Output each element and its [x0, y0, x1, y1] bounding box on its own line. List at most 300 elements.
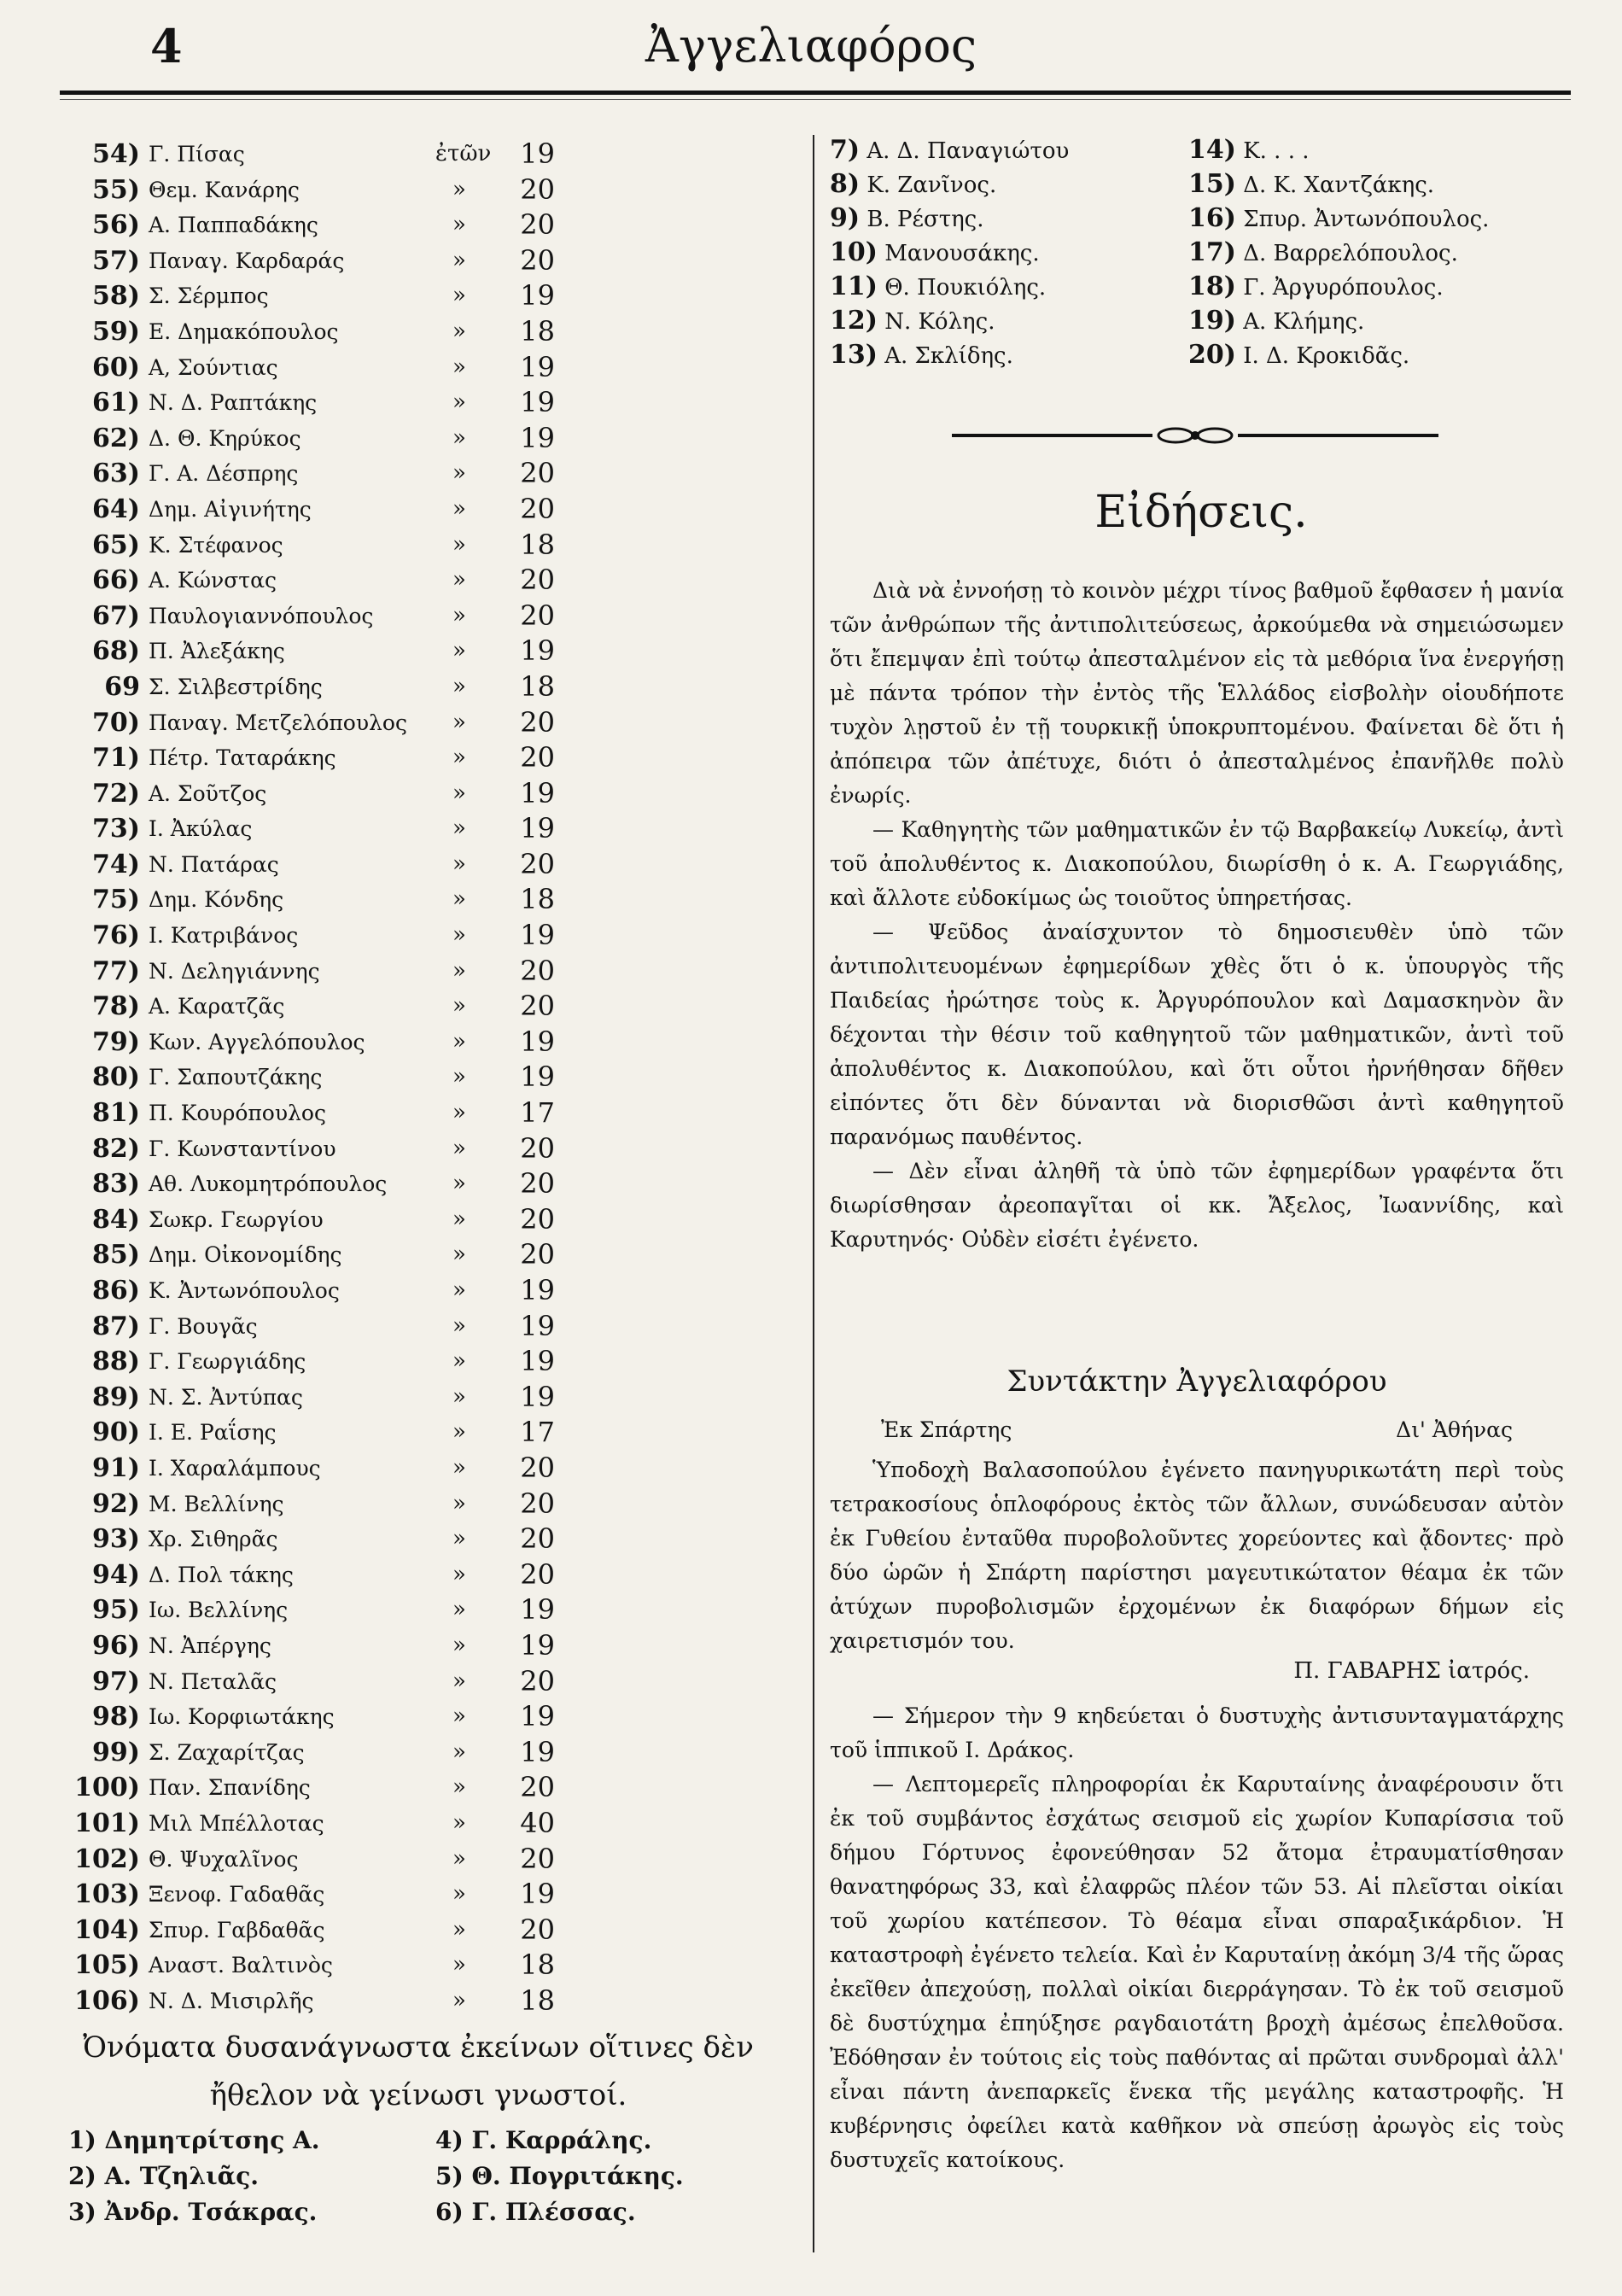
- ditto-mark: »: [452, 1561, 466, 1587]
- roster-age: 19: [520, 1309, 555, 1342]
- ditto-mark: »: [452, 1916, 466, 1943]
- roster-row: [60, 811, 555, 847]
- roster-row: [60, 1948, 555, 1983]
- roster-row: [60, 1592, 555, 1628]
- roster-row: [60, 1735, 555, 1771]
- ditto-mark: »: [452, 212, 466, 238]
- roster-name: Πέτρ. Ταταράκης: [149, 745, 336, 771]
- ditto-mark: »: [452, 1597, 466, 1623]
- letter-signature: Π. ΓΑΒΑΡΗΣ ἰατρός.: [1293, 1658, 1530, 1684]
- roster-name: Σωκρ. Γεωργίου: [149, 1206, 324, 1232]
- roster-age: 19: [520, 1274, 555, 1306]
- roster-number: 54): [92, 139, 140, 169]
- roster-age: 18: [520, 528, 555, 561]
- roster-name: Σ. Σέρμπος: [149, 283, 269, 309]
- ditto-mark: »: [452, 922, 466, 949]
- roster-row: [60, 1237, 555, 1273]
- continued-name-text: Ι. Δ. Κροκιδᾶς.: [1243, 343, 1410, 369]
- roster-name: Ι. Ε. Ραΐσης: [149, 1420, 277, 1446]
- roster-age: 19: [520, 279, 555, 313]
- ditto-mark: »: [452, 1419, 466, 1446]
- roster-number: 106): [74, 1985, 140, 2016]
- roster-number: 97): [92, 1666, 140, 1697]
- roster-row: [60, 1025, 555, 1060]
- roster-name: Ν. Πατάρας: [149, 851, 279, 877]
- continued-name-number: 16): [1188, 203, 1236, 233]
- roster-row: [60, 1131, 555, 1167]
- roster-age: 20: [520, 847, 555, 880]
- ditto-mark: »: [452, 495, 466, 522]
- roster-row: [60, 989, 555, 1025]
- continued-name-text: Δ. Βαρρελόπουλος.: [1243, 241, 1458, 266]
- ditto-mark: »: [452, 1952, 466, 1978]
- ditto-mark: »: [452, 1028, 466, 1055]
- ditto-mark: »: [452, 1312, 466, 1339]
- roster-row: [60, 1451, 555, 1487]
- ditto-mark: »: [452, 1490, 466, 1516]
- roster-name: Α, Σούντιας: [149, 354, 278, 380]
- roster-age: 20: [520, 1557, 555, 1591]
- roster-number: 86): [92, 1276, 140, 1306]
- roster-row: [60, 137, 555, 172]
- roster-number: 84): [92, 1204, 140, 1235]
- ditto-mark: »: [452, 993, 466, 1019]
- roster-number: 79): [92, 1026, 140, 1057]
- roster-age: 20: [520, 564, 555, 597]
- roster-name: Σπυρ. Γαβδαθᾶς: [149, 1917, 325, 1943]
- ditto-mark: »: [452, 1703, 466, 1730]
- ditto-mark: »: [452, 1064, 466, 1090]
- roster-name: Α. Σοῦτζος: [149, 780, 267, 806]
- roster-row: [60, 918, 555, 954]
- roster-age: 19: [520, 776, 555, 809]
- roster-row: [60, 882, 555, 918]
- ditto-mark: »: [452, 1845, 466, 1872]
- roster-number: 98): [92, 1702, 140, 1732]
- roster-number: 60): [92, 352, 140, 383]
- roster-row: [60, 278, 555, 314]
- roster-number: 82): [92, 1133, 140, 1164]
- news-paragraph: — Σήμερον τὴν 9 κηδεύεται ὁ δυστυχὴς ἀντισυνταγματάρχης τοῦ ἱππικοῦ Ι. Δράκος.: [830, 1703, 1564, 1762]
- ditto-mark: »: [452, 886, 466, 913]
- roster-number: 87): [92, 1311, 140, 1341]
- roster-name: Ι. Χαραλάμπους: [149, 1455, 321, 1481]
- roster-name: Χρ. Σιθηρᾶς: [149, 1527, 278, 1552]
- roster-number: 70): [92, 707, 140, 738]
- letter-from: Ἐκ Σπάρτης: [881, 1417, 1012, 1442]
- ditto-mark: »: [452, 318, 466, 344]
- roster-number: 55): [92, 174, 140, 205]
- continued-name-number: 10): [830, 237, 878, 267]
- roster-age: 19: [520, 1700, 555, 1733]
- roster-name: Παναγ. Μετζελόπουλος: [149, 710, 407, 735]
- roster-number: 89): [92, 1382, 140, 1412]
- illegible-name: 4) Γ. Καρράλης.: [435, 2126, 652, 2154]
- roster-number: 91): [92, 1452, 140, 1483]
- continued-name-text: Κ. Ζανῖνος.: [866, 172, 997, 198]
- ditto-mark: »: [452, 1881, 466, 1907]
- ditto-mark: »: [452, 1241, 466, 1268]
- ditto-mark: »: [452, 567, 466, 593]
- continued-name-item: [1188, 237, 1458, 267]
- section-ornament: [952, 418, 1438, 453]
- roster-name: Γ. Α. Δέσπρης: [149, 461, 299, 487]
- ditto-mark: »: [452, 850, 466, 877]
- roster-age: 18: [520, 669, 555, 703]
- roster-name: Π. Κουρόπουλος: [149, 1101, 326, 1126]
- roster-name: Σ. Σιλβεστρίδης: [149, 674, 323, 699]
- continued-name-item: [830, 340, 1013, 370]
- ditto-mark: »: [452, 1277, 466, 1303]
- ditto-mark: »: [452, 638, 466, 664]
- continued-name-text: Σπυρ. Ἀντωνόπουλος.: [1243, 207, 1490, 232]
- roster-row: [60, 421, 555, 457]
- news-paragraph: Διὰ νὰ ἐννοήσῃ τὸ κοινὸν μέχρι τίνος βαθμοῦ ἔφθασεν ἡ μανία τῶν ἀνθρώπων τῆς ἀντιπολιτεύσεως, ἀρκούμεθα νὰ σημειώσωμεν ὅτι ἔπεμψαν ἐπὶ τούτῳ ἀπεσταλμένον εἰς τὰ μεθόρια ἵνα ἐνεργήσῃ μὲ πάντα τρόπον τὴν ἐντὸς τῆς Ἑλλάδος εἰσβολὴν οἱουδήποτε τυχὸν λῃστοῦ ἐν τῇ τουρκικῇ ὑποκρυπτομένου. Φαίνεται δὲ ὅτι ἡ ἀπόπειρα τῶν ἀπέτυχε, διότι ὁ ἀπεσταλμένος ἐπανῆλθε πολὺ ἐνωρίς.: [830, 578, 1564, 808]
- roster-age: 20: [520, 1913, 555, 1946]
- roster-number: 100): [74, 1773, 140, 1803]
- ditto-mark: »: [452, 1348, 466, 1375]
- illegible-heading-line1: Ὀνόματα δυσανάγνωστα ἐκείνων οἵτινες δὲν: [83, 2030, 754, 2065]
- roster-row: [60, 350, 555, 386]
- ditto-mark: »: [452, 1774, 466, 1801]
- roster-age: 20: [520, 492, 555, 525]
- roster-age: 20: [520, 1238, 555, 1271]
- letter-to: Δι' Ἀθήνας: [1396, 1417, 1513, 1442]
- ditto-mark: »: [452, 1668, 466, 1694]
- roster-number: 62): [92, 423, 140, 453]
- roster-age: 40: [520, 1806, 555, 1839]
- roster-name: Α. Παππαδάκης: [149, 213, 318, 238]
- roster-number: 67): [92, 600, 140, 631]
- roster-name: Δ. Πολ τάκης: [149, 1562, 294, 1587]
- roster-row: [60, 1309, 555, 1345]
- roster-number: 65): [92, 529, 140, 560]
- continued-name-item: [1188, 169, 1434, 199]
- roster-row: [60, 207, 555, 243]
- news-paragraph: — Ψεῦδος ἀναίσχυντον τὸ δημοσιευθὲν ὑπὸ τῶν ἀντιπολιτευομένων ἐφημερίδων χθὲς ὅτι ὁ κ. ὑπουργὸς τῆς Παιδείας ἠρώτησε τοὺς κ. Ἀργυρόπουλον καὶ Δαμασκηνὸν ἂν δέχονται τὴν θέσιν τοῦ καθηγητοῦ τῶν μαθηματικῶν, ἀντὶ τοῦ ἀπολυθέντος κ. Διακοπούλου, καὶ ὅτι οὗτοι ἠρνήθησαν δῆθεν εἰπόντες ὅτι δὲν δύνανται νὰ διορισθῶσι ἀντὶ καθηγητοῦ παρανόμως παυθέντος.: [830, 920, 1564, 1149]
- ditto-mark: »: [452, 1526, 466, 1552]
- roster-row: [60, 599, 555, 634]
- roster-name: Αναστ. Βαλτινὸς: [149, 1953, 333, 1978]
- roster-age: 18: [520, 1948, 555, 1982]
- roster-number: 93): [92, 1524, 140, 1555]
- roster-row: [60, 1487, 555, 1522]
- roster-name: Ε. Δημακόπουλος: [149, 318, 339, 344]
- continued-name-item: [1188, 203, 1489, 233]
- roster-age: 20: [520, 1451, 555, 1484]
- continued-name-number: 9): [830, 203, 861, 233]
- continued-name-number: 14): [1188, 135, 1236, 165]
- ditto-mark: »: [452, 424, 466, 451]
- header-rule: [60, 91, 1571, 95]
- roster-number: 80): [92, 1062, 140, 1093]
- roster-row: [60, 1060, 555, 1095]
- page-number: 4: [150, 19, 183, 73]
- roster-age: 20: [520, 172, 555, 206]
- roster-age: 20: [520, 990, 555, 1023]
- ditto-mark: »: [452, 460, 466, 487]
- roster-age: 19: [520, 1628, 555, 1662]
- roster-row: [60, 172, 555, 208]
- roster-age: 20: [520, 741, 555, 774]
- roster-row: [60, 634, 555, 669]
- roster-name: Κων. Αγγελόπουλος: [149, 1029, 365, 1055]
- ditto-mark: »: [452, 1454, 466, 1481]
- roster-age: 18: [520, 883, 555, 916]
- illegible-name: 1) Δημητρίτσης Α.: [68, 2126, 320, 2154]
- roster-age: 20: [520, 1522, 555, 1556]
- continued-name-number: 17): [1188, 237, 1236, 267]
- roster-name: Δημ. Κόνδης: [149, 887, 284, 913]
- ditto-mark: »: [452, 1809, 466, 1836]
- ditto-mark: »: [452, 709, 466, 735]
- roster-number: 71): [92, 743, 140, 774]
- roster-age: 18: [520, 1983, 555, 2017]
- roster-name: Αθ. Λυκομητρόπουλος: [149, 1171, 388, 1197]
- illegible-name: 6) Γ. Πλέσσας.: [435, 2198, 636, 2226]
- illegible-heading-line2: ἤθελον νὰ γείνωσι γνωστοί.: [209, 2078, 627, 2112]
- continued-name-item: [1188, 306, 1364, 336]
- roster-number: 68): [92, 636, 140, 667]
- ditto-mark: »: [452, 1171, 466, 1197]
- roster-row: [60, 1202, 555, 1238]
- ditto-mark: »: [452, 1100, 466, 1126]
- roster-age: 20: [520, 1487, 555, 1520]
- roster-number: 105): [74, 1950, 140, 1981]
- news-paragraph: — Λεπτομερεῖς πληροφορίαι ἐκ Καρυταίνης ἀναφέρουσιν ὅτι ἐκ τοῦ συμβάντος ἐσχάτως σεισμοῦ εἰς χωρίον Κυπαρίσσια τοῦ δήμου Γόρτυνος ἐφονεύθησαν 52 ἄτομα ἐτραυματίσθησαν θανατηφόρως 33, καὶ ἐλαφρῶς πλέον τῶν 53. Αἱ πλεῖσται οἰκίαι τοῦ χωρίου κατέπεσον. Τὸ θέαμα εἶναι σπαραξικάρδιον. Ἡ καταστροφὴ ἐγένετο τελεία. Καὶ ἐν Καρυταίνῃ ἀκόμη 3/4 τῆς ὥρας ἐκεῖθεν ἀπεχούσῃ, πολλαὶ οἰκίαι διερράγησαν. Τὸ ἐκ τοῦ σεισμοῦ δὲ δυστύχημα ἐπηύξησε ραγδαιοτάτη βροχὴ ἀμέσως ἐπελθοῦσα. Ἐδόθησαν ἐν τούτοις εἰς τοὺς παθόντας αἱ πρῶται συνδρομαὶ ἀλλ' εἶναι πάντη ἀνεπαρκεῖς ἕνεκα τῆς μεγάλης καταστροφῆς. Ἡ κυβέρνησις ὀφείλει κατὰ καθῆκον νὰ σπεύσῃ ἀρωγὸς εἰς τοὺς δυστυχεῖς κατοίκους.: [830, 1772, 1564, 2172]
- roster-row: [60, 847, 555, 883]
- roster-age: 20: [520, 1202, 555, 1236]
- continued-name-item: [830, 135, 1069, 165]
- continued-name-text: Θ. Πουκιόλης.: [884, 275, 1047, 301]
- roster-age: 17: [520, 1416, 555, 1449]
- roster-name: Γ. Βουγᾶς: [149, 1313, 258, 1339]
- roster-row: [60, 1806, 555, 1842]
- letter-body: Ὑποδοχὴ Βαλασοπούλου ἐγένετο πανηγυρικωτάτη περὶ τοὺς τετρακοσίους ὁπλοφόρους ἐκτὸς τῶν ἄλλων, συνώδευσαν αὐτὸν ἐκ Γυθείου ἐνταῦθα πυροβολοῦντες χορεύοντες καὶ ᾄδοντες· πρὸ δύο ὡρῶν ἡ Σπάρτη παρίστησι μαγευτικώτατον θέαμα ἐκ τῶν ἀτύχων πυροβολισμῶν ἐρχομένων ἐκ διαφόρων δήμων εἰς χαιρετισμόν του.: [830, 1458, 1564, 1653]
- ditto-mark: »: [452, 745, 466, 771]
- news-section-title: Εἰδήσεις.: [1094, 487, 1308, 538]
- ditto-mark: »: [452, 247, 466, 273]
- roster-row: [60, 1664, 555, 1700]
- roster-number: 104): [74, 1914, 140, 1945]
- ditto-mark: »: [452, 1987, 466, 2013]
- ditto-mark: »: [452, 176, 466, 202]
- roster-name: Γ. Γεωργιάδης: [149, 1349, 306, 1375]
- roster-number: 90): [92, 1417, 140, 1448]
- continued-name-number: 8): [830, 169, 861, 199]
- roster-age: 20: [520, 457, 555, 490]
- continued-name-text: Δ. Κ. Χαντζάκης.: [1243, 172, 1435, 198]
- roster-number: 63): [92, 459, 140, 489]
- roster-age: 20: [520, 1167, 555, 1201]
- roster-number: 66): [92, 565, 140, 596]
- ditto-mark: »: [452, 353, 466, 380]
- continued-name-item: [1188, 272, 1444, 301]
- header-rule-thin: [60, 99, 1571, 100]
- continued-name-number: 20): [1188, 340, 1236, 370]
- continued-name-text: Α. Σκλίδης.: [884, 343, 1013, 369]
- continued-name-text: Γ. Ἀργυρόπουλος.: [1243, 275, 1444, 301]
- roster-row: [60, 1770, 555, 1806]
- roster-row: [60, 1522, 555, 1557]
- roster-row: [60, 669, 555, 705]
- roster-name: Ν. Δ. Ραπτάκης: [149, 390, 318, 416]
- roster-age: 19: [520, 1060, 555, 1094]
- ditto-mark: »: [452, 1206, 466, 1232]
- roster-age: 19: [520, 1735, 555, 1768]
- roster-row: [60, 1557, 555, 1593]
- roster-number: 75): [92, 885, 140, 915]
- roster-number: 96): [92, 1630, 140, 1661]
- roster-row: [60, 528, 555, 564]
- roster-name: Παναγ. Καρδαράς: [149, 248, 345, 273]
- roster-age: 19: [520, 386, 555, 419]
- roster-number: 64): [92, 494, 140, 524]
- roster-number: 76): [92, 920, 140, 951]
- continued-name-item: [830, 237, 1040, 267]
- roster-name: Ιω. Κορφιωτάκης: [149, 1704, 335, 1730]
- roster-row: [60, 1877, 555, 1913]
- continued-name-item: [1188, 340, 1409, 370]
- roster-age: 20: [520, 954, 555, 987]
- ditto-mark: »: [452, 1135, 466, 1161]
- roster-list: [60, 137, 555, 2018]
- roster-number: 73): [92, 814, 140, 844]
- illegible-name: 2) Α. Τζηλιᾶς.: [68, 2162, 260, 2190]
- roster-row: [60, 1273, 555, 1309]
- roster-number: 59): [92, 316, 140, 347]
- continued-name-number: 15): [1188, 169, 1236, 199]
- roster-row: [60, 314, 555, 350]
- roster-row: [60, 1842, 555, 1878]
- continued-name-number: 19): [1188, 306, 1236, 336]
- masthead-title: Ἀγγελιαφόρος: [645, 19, 977, 73]
- roster-name: Ι. Κατριβάνος: [149, 923, 299, 949]
- news-block-1: [830, 574, 1564, 1257]
- roster-number: 102): [74, 1843, 140, 1874]
- roster-age: 20: [520, 1131, 555, 1165]
- roster-age: 19: [520, 421, 555, 454]
- roster-number: 58): [92, 281, 140, 312]
- continued-name-item: [830, 203, 983, 233]
- roster-row: [60, 740, 555, 776]
- roster-name: Ν. Σ. Ἀντύπας: [149, 1384, 303, 1410]
- roster-number: 94): [92, 1559, 140, 1590]
- ditto-mark: »: [452, 602, 466, 628]
- illegible-name: 3) Ἀνδρ. Τσάκρας.: [68, 2198, 318, 2226]
- news-paragraph: — Δὲν εἶναι ἀληθῆ τὰ ὑπὸ τῶν ἐφημερίδων γραφέντα ὅτι διωρίσθησαν ἀρεοπαγῖται οἱ κκ. Ἄξελος, Ἰωαννίδης, καὶ Καρυτηνός· Οὐδὲν εἰσέτι ἐγένετο.: [830, 1159, 1564, 1252]
- roster-name: Ξενοφ. Γαδαθᾶς: [149, 1882, 325, 1907]
- roster-name: Γ. Πίσας: [149, 142, 245, 167]
- continued-name-text: Α. Κλήμης.: [1243, 309, 1365, 335]
- roster-name: Μιλ Μπέλλοτας: [149, 1810, 324, 1836]
- roster-row: [60, 563, 555, 599]
- continued-name-number: 18): [1188, 272, 1236, 301]
- roster-age: 20: [520, 599, 555, 632]
- roster-name: Γ. Κωνσταντίνου: [149, 1136, 336, 1161]
- continued-name-number: 12): [830, 306, 878, 336]
- continued-name-item: [830, 306, 995, 336]
- ditto-mark: »: [452, 815, 466, 842]
- roster-name: Μ. Βελλίνης: [149, 1491, 284, 1516]
- roster-name: Θεμ. Κανάρης: [149, 177, 300, 202]
- roster-name: Ιω. Βελλίνης: [149, 1598, 289, 1623]
- roster-age: 19: [520, 137, 555, 170]
- roster-number: 77): [92, 955, 140, 986]
- roster-number: 81): [92, 1098, 140, 1129]
- roster-number: 99): [92, 1737, 140, 1767]
- roster-age: 20: [520, 1664, 555, 1697]
- roster-row: [60, 954, 555, 990]
- roster-name: Θ. Ψυχαλῖνος: [149, 1846, 299, 1872]
- letter-dateline: [830, 1417, 1564, 1442]
- ditto-mark: »: [452, 780, 466, 806]
- roster-row: [60, 1628, 555, 1664]
- roster-number: 85): [92, 1240, 140, 1271]
- roster-number: 95): [92, 1595, 140, 1626]
- roster-age: 20: [520, 1771, 555, 1804]
- roster-row: [60, 1166, 555, 1202]
- roster-number: 83): [92, 1169, 140, 1200]
- roster-name: Δημ. Οἰκονομίδης: [149, 1242, 342, 1268]
- ditto-mark: »: [452, 1738, 466, 1765]
- roster-name: Κ. Ἀντωνόπουλος: [149, 1278, 340, 1303]
- roster-age: 17: [520, 1096, 555, 1130]
- continued-name-item: [1188, 135, 1310, 165]
- roster-row: [60, 1415, 555, 1451]
- roster-age: 19: [520, 1593, 555, 1627]
- roster-row: [60, 1699, 555, 1735]
- roster-row: [60, 1380, 555, 1416]
- roster-row: [60, 492, 555, 528]
- age-heading: ἐτῶν: [435, 141, 492, 167]
- roster-age: 20: [520, 705, 555, 739]
- roster-age: 20: [520, 1842, 555, 1875]
- ditto-mark: »: [452, 389, 466, 416]
- roster-name: Δ. Θ. Κηρύκος: [149, 425, 301, 451]
- roster-name: Ν. Δ. Μισιρλῆς: [149, 1988, 314, 2013]
- roster-number: 57): [92, 245, 140, 276]
- letter-body-block: [830, 1453, 1564, 1658]
- roster-name: Παυλογιαννόπουλος: [149, 603, 374, 628]
- roster-name: Ν. Ἀπέργης: [149, 1633, 271, 1658]
- roster-name: Γ. Σαπουτζάκης: [149, 1065, 323, 1090]
- roster-row: [60, 1913, 555, 1948]
- continued-name-number: 13): [830, 340, 878, 370]
- roster-name: Α. Καρατζᾶς: [149, 994, 285, 1019]
- continued-name-item: [830, 272, 1046, 301]
- continued-name-item: [830, 169, 996, 199]
- roster-age: 19: [520, 634, 555, 668]
- news-block-2: [830, 1699, 1564, 2177]
- letter-subhead: Συντάκτην Ἀγγελιαφόρου: [1006, 1364, 1387, 1399]
- continued-name-number: 7): [830, 135, 861, 165]
- ditto-mark: »: [452, 1383, 466, 1410]
- roster-age: 20: [520, 243, 555, 277]
- ditto-mark: »: [452, 673, 466, 699]
- ditto-mark: »: [452, 283, 466, 309]
- roster-number: 92): [92, 1488, 140, 1519]
- roster-age: 19: [520, 1878, 555, 1911]
- illegible-name: 5) Θ. Πογριτάκης.: [435, 2162, 684, 2190]
- roster-row: [60, 1983, 555, 2019]
- roster-number: 103): [74, 1879, 140, 1910]
- roster-name: Α. Κώνστας: [149, 568, 277, 593]
- roster-age: 19: [520, 919, 555, 952]
- roster-age: 19: [520, 1380, 555, 1413]
- roster-age: 19: [520, 350, 555, 383]
- roster-age: 19: [520, 812, 555, 845]
